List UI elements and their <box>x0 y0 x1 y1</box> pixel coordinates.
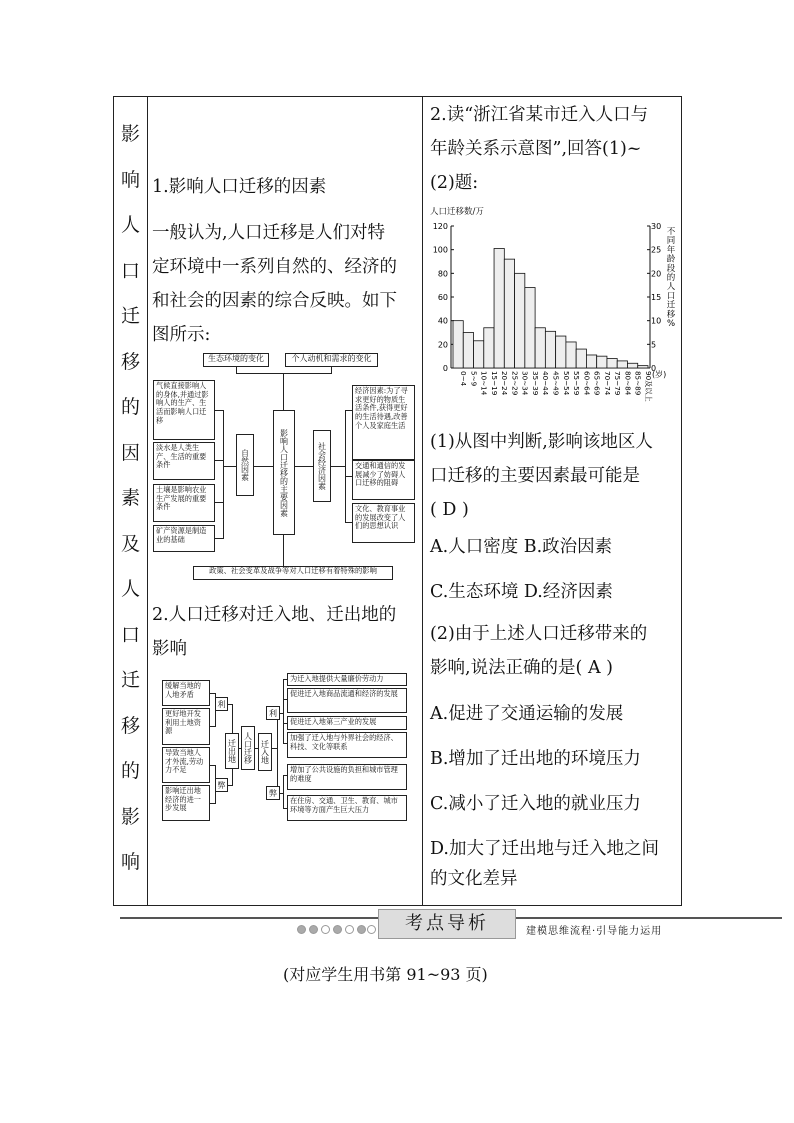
y-tick-label: 20 <box>437 340 448 350</box>
question2-options <box>430 692 678 872</box>
option-c: C.减小了迁入地的就业压力 <box>430 794 641 814</box>
dot-icon <box>309 925 318 934</box>
vertical-title-char: 素 <box>120 487 140 509</box>
vertical-title-char: 影 <box>120 123 140 145</box>
bar <box>494 248 504 368</box>
x-tick-label: 30~34 <box>520 371 530 396</box>
y2-tick-label: 30 <box>651 222 662 231</box>
dot-icon <box>367 925 376 934</box>
bar <box>597 356 607 368</box>
in-place-box: 迁入地 <box>258 733 272 771</box>
option-d-cont: 的文化差异 <box>430 869 518 889</box>
question2-intro: 2.读“浙江省某市迁入人口与 年龄关系示意图”,回答(1)~ (2)题: <box>430 105 649 193</box>
x-tick-label: 45~49 <box>551 371 561 396</box>
social-economic-box: 社会经济因素 <box>313 430 331 502</box>
bar <box>504 259 514 368</box>
section1-body: 一般认为,人口迁移是人们对特 定环境中一系列自然的、经济的 和社会的因素的综合反映。如下 图所示: <box>152 223 397 345</box>
economic-factor: 经济因素:为了寻求更好的物质生活条件,获得更好的生活待遇,改善个人及家庭生活 <box>352 385 415 460</box>
y-tick-label: 100 <box>432 245 448 255</box>
x-tick-label: 90及以上 <box>643 371 653 402</box>
culture-factor: 文化、教育事业的发展改变了人们的思想认识 <box>352 503 415 543</box>
section1-heading: 1.影响人口迁移的因素 <box>152 177 327 197</box>
y2-axis-label: 年 <box>666 245 676 256</box>
bar <box>453 321 463 368</box>
vertical-title-char: 移 <box>120 714 140 737</box>
banner-title: 考点导析 <box>378 909 516 939</box>
x-tick-label: 65~69 <box>592 371 602 396</box>
transport-factor: 交通和通信的发展减少了妨碍人口迁移的阻碍 <box>352 460 415 500</box>
y2-axis-label: 迁 <box>666 300 676 311</box>
option-b: B.增加了迁出地的环境压力 <box>430 749 641 769</box>
x-tick-label: 80~84 <box>623 371 633 396</box>
y2-axis-label: 人 <box>666 282 676 293</box>
in-drawback-label: 弊 <box>266 786 280 800</box>
y2-tick-label: 15 <box>651 293 662 302</box>
x-tick-label: 20~24 <box>500 371 510 396</box>
x-unit-label: (岁) <box>652 370 667 379</box>
y-tick-label: 0 <box>442 364 448 373</box>
bar <box>638 366 648 368</box>
y2-axis-label: 移 <box>666 309 676 320</box>
vertical-title-char: 移 <box>120 350 140 373</box>
vertical-title-char: 影 <box>120 805 140 828</box>
vertical-title-char: 迁 <box>120 669 140 691</box>
out-drawback-label: 弊 <box>215 778 228 792</box>
policy-box: 政策、社会变革及战争等对人口迁移有着特殊的影响 <box>193 566 393 580</box>
x-tick-label: 70~74 <box>602 371 612 396</box>
factor-water: 淡水是人类生产、生活的重要条件 <box>153 442 215 480</box>
option-cd: C.生态环境 D.经济因素 <box>430 582 613 602</box>
natural-factors-box: 自然因素 <box>236 434 254 496</box>
vertical-title-char: 口 <box>120 623 140 646</box>
vertical-title-char: 及 <box>120 532 140 555</box>
option-ab: A.人口密度 B.政治因素 <box>430 537 613 557</box>
x-tick-label: 35~39 <box>530 371 540 396</box>
x-tick-label: 50~54 <box>561 371 571 396</box>
bar <box>617 361 627 368</box>
vertical-title-char: 因 <box>120 441 140 464</box>
bar <box>545 331 555 368</box>
y2-tick-label: 5 <box>651 340 657 350</box>
bar <box>566 342 576 368</box>
y-tick-label: 80 <box>437 269 448 279</box>
question1: (1)从图中判断,影响该地区人 口迁移的主要因素最可能是 ( D ) <box>430 432 653 520</box>
y2-axis-label: 不 <box>666 227 676 237</box>
x-tick-label: 85~89 <box>633 371 643 396</box>
top-right-box: 个人动机和需求的变化 <box>285 353 378 367</box>
in-drawback-2: 在住房、交通、卫生、教育、城市环境等方面产生巨大压力 <box>287 795 407 821</box>
x-tick-label: 60~64 <box>582 371 592 396</box>
y2-tick-label: 20 <box>651 269 662 279</box>
y2-axis-label: 龄 <box>666 254 676 265</box>
page-reference: (对应学生用书第 91~93 页) <box>283 965 488 984</box>
factor-soil: 土壤是影响农业生产发展的重要条件 <box>153 484 215 522</box>
out-drawback-2: 影响迁出地经济的进一步发展 <box>162 785 210 821</box>
migration-center-box: 人口迁移 <box>241 726 255 770</box>
in-benefit-3: 促进迁入地第三产业的发展 <box>287 716 407 730</box>
y-tick-label: 40 <box>437 316 448 326</box>
bar <box>576 349 586 368</box>
migration-age-chart <box>422 198 680 418</box>
x-tick-label: 75~79 <box>613 371 623 396</box>
bar <box>515 273 525 368</box>
y2-axis-label: 段 <box>666 263 676 274</box>
y-tick-label: 120 <box>432 222 448 231</box>
y2-axis-label: 同 <box>666 236 676 247</box>
in-drawback-1: 增加了公共设施的负担和城市管理的难度 <box>287 764 407 790</box>
x-tick-label: 55~59 <box>572 371 582 396</box>
column-divider <box>147 97 148 905</box>
bar <box>474 341 484 368</box>
y2-tick-label: 25 <box>651 245 662 255</box>
option-d: D.加大了迁出地与迁入地之间 <box>430 839 659 859</box>
bar <box>525 288 535 368</box>
dot-icon <box>345 925 354 934</box>
y2-axis-label: 口 <box>666 291 676 302</box>
vertical-title-char: 迁 <box>120 305 140 327</box>
y2-tick-label: 0 <box>651 364 657 373</box>
bar <box>607 359 617 368</box>
vertical-title-char: 的 <box>120 396 140 418</box>
out-place-box: 迁出地 <box>225 733 239 769</box>
vertical-title-char: 响 <box>120 168 140 191</box>
vertical-title-char: 人 <box>120 214 140 236</box>
dot-icon <box>297 925 306 934</box>
dot-icon <box>357 925 366 934</box>
y2-tick-label: 10 <box>651 316 662 326</box>
question2: (2)由于上述人口迁移带来的 影响,说法正确的是( A ) <box>430 624 648 678</box>
y2-axis-label: 的 <box>666 273 676 283</box>
vertical-title-char: 口 <box>120 259 140 282</box>
bar <box>586 355 596 368</box>
vertical-title-char: 的 <box>120 760 140 782</box>
in-benefit-label: 利 <box>266 706 280 720</box>
bar <box>463 333 473 369</box>
banner-subtitle: 建模思维流程·引导能力运用 <box>526 926 663 937</box>
x-tick-label: 10~14 <box>479 371 489 396</box>
x-tick-label: 0~4 <box>459 371 469 387</box>
y-tick-label: 60 <box>437 293 448 302</box>
option-a: A.促进了交通运输的发展 <box>430 704 624 724</box>
factor-climate: 气候直接影响人的身体,并通过影响人的生产、生活而影响人口迁移 <box>153 380 215 440</box>
top-left-box: 生态环境的变化 <box>203 353 269 367</box>
bar <box>484 328 494 368</box>
vertical-title-char: 响 <box>120 851 140 873</box>
x-tick-label: 40~44 <box>541 371 551 396</box>
x-tick-label: 15~19 <box>489 371 499 396</box>
y-axis-label: 人口迁移数/万 <box>430 207 484 217</box>
bar <box>556 336 566 368</box>
dot-icon <box>333 925 342 934</box>
factor-minerals: 矿产资源是制造业的基础 <box>153 525 215 552</box>
x-tick-label: 25~29 <box>510 371 520 396</box>
main-factors-box: 影响人口迁移的主要因素 <box>273 410 295 535</box>
in-benefit-1: 为迁入地提供大量廉价劳动力 <box>287 673 407 686</box>
chart-svg <box>422 198 680 418</box>
vertical-title-char: 人 <box>120 578 140 600</box>
out-benefit-label: 利 <box>215 697 228 711</box>
bar <box>535 328 545 368</box>
question1-options <box>430 525 678 615</box>
section2-heading: 2.人口迁移对迁入地、迁出地的 影响 <box>152 605 397 659</box>
dot-icon <box>321 925 330 934</box>
y2-axis-label: % <box>666 319 676 329</box>
x-tick-label: 5~9 <box>469 371 479 387</box>
out-benefit-2: 更好地开发利用土地资源 <box>162 708 210 745</box>
bar <box>627 363 637 368</box>
in-benefit-2: 促进迁入地商品流通和经济的发展 <box>287 688 407 713</box>
in-benefit-4: 加强了迁入地与外界社会的经济、科技、文化等联系 <box>287 732 407 758</box>
out-benefit-1: 缓解当地的人地矛盾 <box>162 680 210 706</box>
out-drawback-1: 导致当地人才外流,劳动力不足 <box>162 747 210 783</box>
